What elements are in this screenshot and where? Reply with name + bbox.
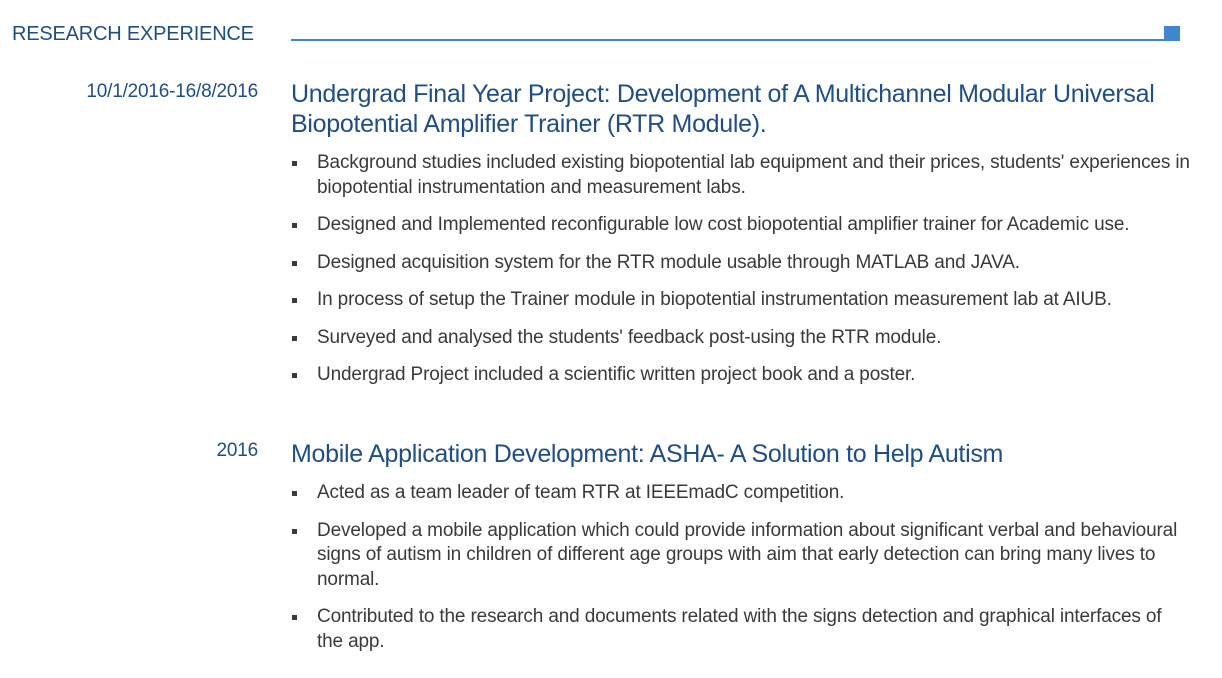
entry-title: Mobile Application Development: ASHA- A Solution to Help Autism	[291, 440, 1004, 468]
list-item	[291, 363, 1191, 388]
list-item	[291, 326, 1191, 351]
list-item-text: In process of setup the Trainer module in biopotential instrumentation measurement lab at AIUB.	[317, 289, 1112, 310]
square-bullet-icon	[292, 223, 297, 228]
list-item-text: Contributed to the research and documents related with the signs detection and graphical interfaces of the app.	[317, 606, 1162, 652]
square-bullet-icon	[292, 373, 297, 378]
list-item	[291, 251, 1191, 276]
square-bullet-icon	[292, 615, 297, 620]
list-item-text: Undergrad Project included a scientific written project book and a poster.	[317, 364, 916, 385]
list-item-text: Surveyed and analysed the students' feedback post-using the RTR module.	[317, 326, 942, 348]
list-item-text: Background studies included existing biopotential lab equipment and their prices, students' experiences in biopotential instrumentation and measurement labs.	[317, 152, 1190, 198]
entry-date: 10/1/2016-16/8/2016	[86, 81, 258, 102]
square-bullet-icon	[292, 529, 297, 534]
square-bullet-icon	[292, 298, 297, 303]
entry-bullet-list	[291, 151, 1191, 401]
list-item-text: Developed a mobile application which could provide information about significant verbal and behavioural signs of autism in children of different age groups with aim that early detection can bring many lives to normal.	[317, 519, 1178, 590]
entry-bullet-list	[291, 481, 1191, 667]
entry-date: 2016	[216, 440, 258, 461]
section-divider	[291, 39, 1167, 41]
list-item-text: Designed and Implemented reconfigurable low cost biopotential amplifier trainer for Academic use.	[317, 214, 1130, 235]
list-item	[291, 481, 1191, 506]
list-item	[291, 605, 1191, 654]
list-item-text: Acted as a team leader of team RTR at IEEEmadC competition.	[317, 482, 845, 503]
list-item	[291, 288, 1191, 313]
section-title: RESEARCH EXPERIENCE	[12, 23, 254, 45]
square-bullet-icon	[292, 261, 297, 266]
entry-title: Undergrad Final Year Project: Development of A Multichannel Modular Universal Biopotential Amplifier Trainer (RTR Module).	[291, 80, 1155, 138]
list-item	[291, 213, 1191, 238]
square-bullet-icon	[292, 491, 297, 496]
list-item-text: Designed acquisition system for the RTR module usable through MATLAB and JAVA.	[317, 251, 1020, 273]
section-square-icon	[1164, 26, 1180, 41]
list-item	[291, 151, 1191, 200]
square-bullet-icon	[292, 336, 297, 341]
square-bullet-icon	[292, 161, 297, 166]
list-item	[291, 519, 1191, 593]
